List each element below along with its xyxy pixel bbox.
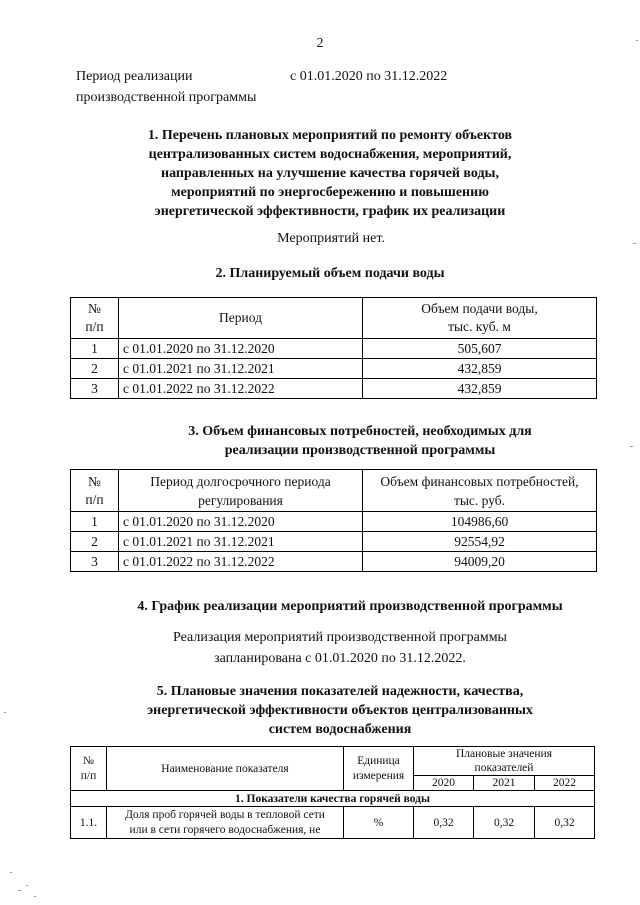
section5-heading-line: 5. Плановые значения показателей надежности, качества,: [156, 684, 524, 699]
period-label-line2: производственной программы: [76, 90, 257, 105]
header-text: №: [88, 473, 101, 489]
table-row: [71, 339, 597, 359]
table-row: [71, 807, 595, 839]
header-text: №: [88, 301, 101, 316]
header-text: п/п: [80, 769, 97, 782]
scan-mark: [630, 446, 633, 447]
table-row: [71, 512, 597, 532]
cell-num: 2: [71, 532, 119, 552]
cell-num: 3: [71, 552, 119, 572]
header-text: п/п: [85, 491, 104, 507]
header-year: 2020: [414, 776, 474, 791]
section1-heading-line: энергетической эффективности, график их реализации: [154, 204, 506, 219]
table-header-row: [71, 470, 597, 512]
period-label: [76, 66, 256, 108]
cell-period: с 01.01.2021 по 31.12.2021: [119, 532, 363, 552]
table-row: [71, 552, 597, 572]
header-amount: [363, 470, 597, 512]
table-header-row: [71, 298, 597, 339]
cell-num: 3: [71, 379, 119, 399]
indicators-table: [70, 746, 595, 839]
section4-text-line: Реализация мероприятий производственной программы: [173, 630, 507, 645]
scan-mark: [636, 40, 638, 41]
scan-mark: [18, 890, 21, 891]
header-planned-values: [414, 747, 595, 776]
header-num: [71, 298, 119, 339]
section5-heading-line: энергетической эффективности объектов централизованных: [147, 703, 533, 718]
cell-num: 1.1.: [71, 807, 107, 839]
section5-heading-line: систем водоснабжения: [268, 722, 412, 737]
cell-period: с 01.01.2022 по 31.12.2022: [119, 552, 363, 572]
header-text: регулирования: [198, 492, 283, 508]
header-text: №: [83, 754, 94, 767]
section4-heading: 4. График реализации мероприятий производственной программы: [137, 599, 563, 614]
cell-unit: %: [344, 807, 414, 839]
section3-heading: [90, 422, 630, 460]
header-text: тыс. куб. м: [448, 319, 511, 334]
section1-heading-line: направленных на улучшение качества горячей воды,: [161, 166, 499, 181]
scan-mark: [34, 896, 36, 897]
cell-value: 432,859: [363, 359, 597, 379]
table-header-row: [71, 747, 595, 776]
section3-heading-line: 3. Объем финансовых потребностей, необходимых для: [188, 424, 532, 439]
cell-text: или в сети горячего водоснабжения, не: [129, 823, 321, 836]
cell-num: 2: [71, 359, 119, 379]
header-text: Плановые значения: [455, 748, 552, 760]
section4-text: [0, 627, 640, 669]
section1-text: Мероприятий нет.: [277, 231, 385, 246]
header-text: Объем подачи воды,: [421, 301, 538, 316]
cell-period: с 01.01.2022 по 31.12.2022: [119, 379, 363, 399]
section1-heading-line: централизованных систем водоснабжения, мероприятий,: [148, 147, 512, 162]
cell-value: 0,32: [535, 807, 595, 839]
cell-text: Доля проб горячей воды в тепловой сети: [125, 808, 325, 821]
period-label-line1: Период реализации: [76, 69, 193, 84]
cell-value: 0,32: [474, 807, 535, 839]
header-period: Период: [119, 298, 363, 339]
cell-period: с 01.01.2020 по 31.12.2020: [119, 339, 363, 359]
cell-indicator-name: [107, 807, 344, 839]
header-text: измерения: [352, 769, 405, 782]
period-value: с 01.01.2020 по 31.12.2022: [290, 69, 448, 84]
section4-text-line: запланирована с 01.01.2020 по 31.12.2022.: [214, 651, 466, 666]
header-text: тыс. руб.: [453, 492, 506, 508]
scan-mark: [10, 872, 12, 873]
water-volume-table: [70, 297, 597, 399]
cell-value: 104986,60: [363, 512, 597, 532]
header-period: [119, 470, 363, 512]
header-text: Период долгосрочного периода: [150, 473, 331, 489]
scan-mark: [26, 885, 28, 886]
header-year: 2021: [474, 776, 535, 791]
scan-mark: [4, 712, 6, 713]
financial-table: [70, 469, 597, 572]
header-text: Объем финансовых потребностей,: [380, 473, 579, 489]
header-year: 2022: [535, 776, 595, 791]
header-indicator-name: Наименование показателя: [107, 747, 344, 791]
cell-num: 1: [71, 512, 119, 532]
group-title: 1. Показатели качества горячей воды: [71, 791, 595, 807]
section1-heading-line: мероприятий по энергосбережению и повышению: [171, 185, 489, 200]
table-row: [71, 379, 597, 399]
header-text: п/п: [85, 319, 104, 334]
header-num: [71, 747, 107, 791]
cell-period: с 01.01.2021 по 31.12.2021: [119, 359, 363, 379]
scan-mark: [633, 243, 636, 244]
cell-value: 505,607: [363, 339, 597, 359]
cell-value: 432,859: [363, 379, 597, 399]
section2-heading: 2. Планируемый объем подачи воды: [215, 266, 445, 281]
cell-value: 94009,20: [363, 552, 597, 572]
section3-heading-line: реализации производственной программы: [224, 443, 496, 458]
section1-heading-line: 1. Перечень плановых мероприятий по ремонту объектов: [147, 128, 513, 143]
section1-heading: [60, 126, 600, 221]
cell-num: 1: [71, 339, 119, 359]
table-row: [71, 532, 597, 552]
header-text: показателей: [474, 762, 534, 774]
cell-value: 0,32: [414, 807, 474, 839]
cell-period: с 01.01.2020 по 31.12.2020: [119, 512, 363, 532]
page-number: 2: [316, 36, 324, 51]
header-volume: [363, 298, 597, 339]
header-unit: [344, 747, 414, 791]
cell-value: 92554,92: [363, 532, 597, 552]
table-row: [71, 359, 597, 379]
table-group-row: [71, 791, 595, 807]
header-text: Единица: [357, 754, 400, 767]
header-num: [71, 470, 119, 512]
section5-heading: [60, 682, 620, 739]
